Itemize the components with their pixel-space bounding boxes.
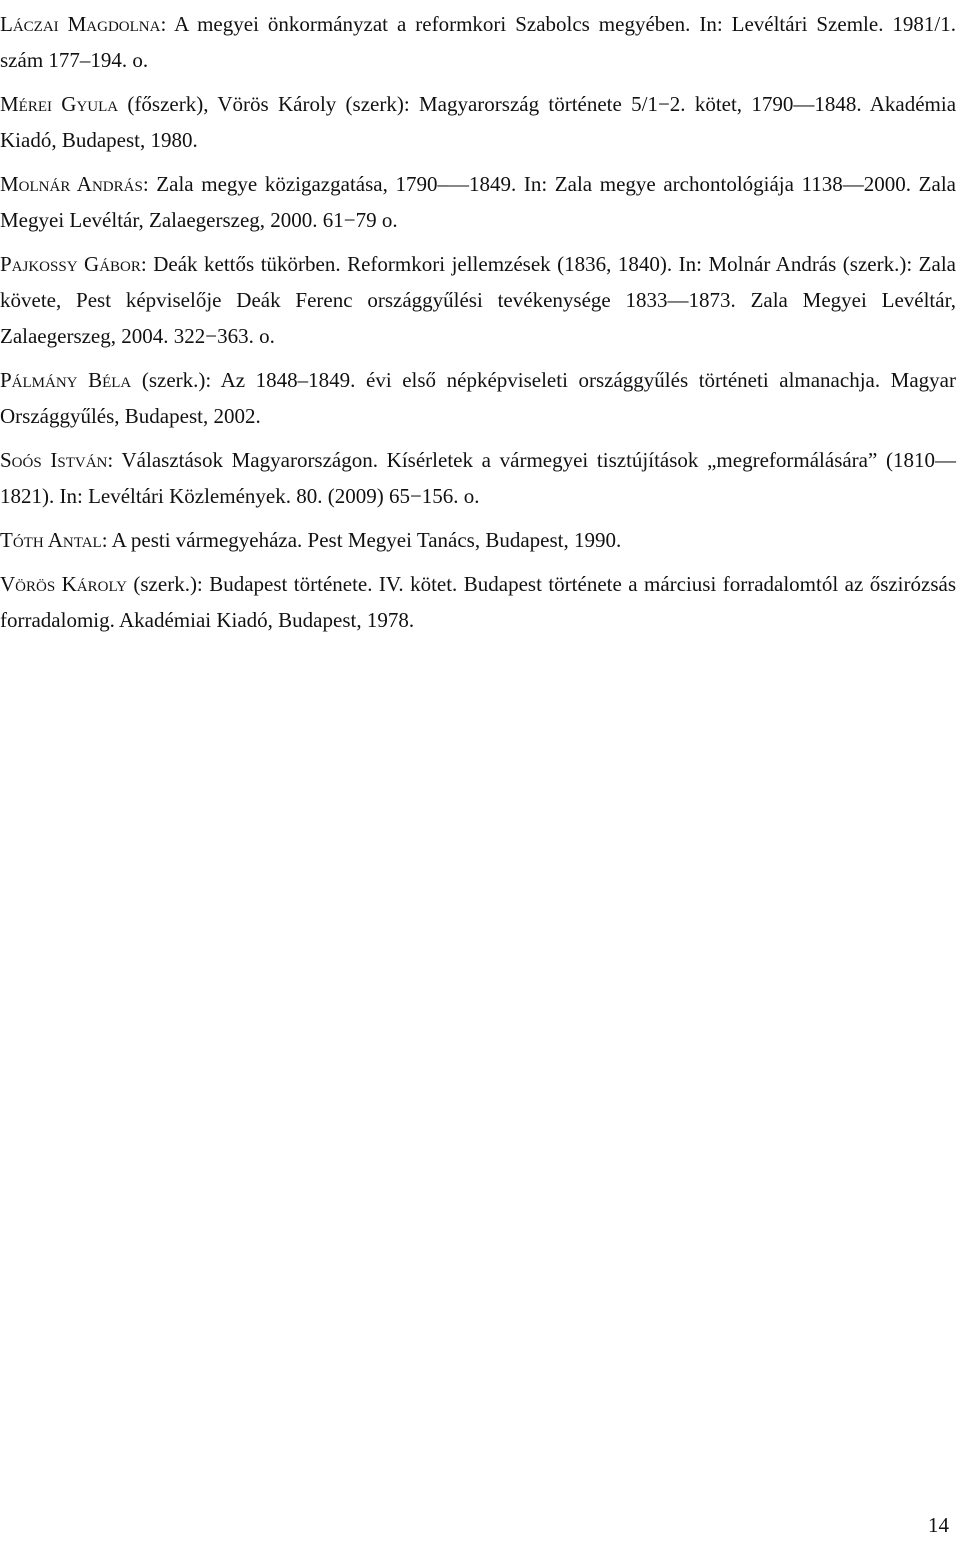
entry-author: Tóth Antal <box>0 528 102 552</box>
entry-author: Vörös Károly <box>0 572 127 596</box>
bibliography-entry <box>0 566 956 638</box>
bibliography-entry: Molnár András: Zala megye közigazgatása, 1790–—1849. In: Zala megye archontológiája 1138––2000. Zala Megyei Levéltár, Zalaegerszeg, 2000. 61−79 o. <box>0 172 956 232</box>
bibliography-entry: Soós István: Választások Magyarországon. Kísérletek a vármegyei tisztújítások „megreformálására” (1810––1821). In: Levéltári Közlemények. 80. (2009) 65−156. o. <box>0 448 956 508</box>
bibliography-entry: Pajkossy Gábor: Deák kettős tükörben. Reformkori jellemzések (1836, 1840). In: Molnár András (szerk.): Zala követe, Pest képviselője Deák Ferenc országgyűlési tevékenysége 1833––1873. Zala Megyei Levéltár, Zalaegerszeg, 2004. 322−363. o. <box>0 252 956 348</box>
entry-text: A pesti vármegyeháza. Pest Megyei Tanács, Budapest, 1990. <box>111 528 622 552</box>
entry-text: Zala megye közigazgatása, 1790–—1849. In: Zala megye archontológiája 1138––2000. Zala Megyei Levéltár, Zalaegerszeg, 2000. 61−79 o. <box>0 172 956 232</box>
bibliography-entry <box>0 86 956 158</box>
bibliography-list <box>0 6 956 646</box>
entry-author: Molnár András <box>0 172 143 196</box>
entry-author: Pálmány Béla <box>0 368 132 392</box>
entry-text: Deák kettős tükörben. Reformkori jellemzések (1836, 1840). In: Molnár András (szerk.): Zala követe, Pest képviselője Deák Ferenc országgyűlési tevékenysége 1833––1873. Zala Megyei Levéltár, Zalaegerszeg, 2004. 322−363. o. <box>0 252 956 348</box>
bibliography-entry <box>0 362 956 434</box>
bibliography-entry: Láczai Magdolna: A megyei önkormányzat a reformkori Szabolcs megyében. In: Levéltári Szemle. 1981/1. szám 177–194. o. <box>0 12 956 72</box>
entry-author: Soós István <box>0 448 108 472</box>
entry-text: (szerk.): Budapest története. IV. kötet. Budapest története a márciusi forradalomtól az őszirózsás forradalomig. Akadémiai Kiadó, Budapest, 1978. <box>0 572 957 632</box>
page-number: 14 <box>928 1513 949 1537</box>
entry-author: Pajkossy Gábor <box>0 252 141 276</box>
entry-text: A megyei önkormányzat a reformkori Szabolcs megyében. In: Levéltári Szemle. 1981/1. szám 177–194. o. <box>0 12 956 72</box>
entry-text: (szerk.): Az 1848–1849. évi első népképviseleti országgyűlés történeti almanachja. Magyar Országgyűlés, Budapest, 2002. <box>0 368 956 428</box>
entry-author: Láczai Magdolna <box>0 12 161 36</box>
entry-text: Választások Magyarországon. Kísérletek a vármegyei tisztújítások „megreformálására” (1810––1821). In: Levéltári Közlemények. 80. (2009) 65−156. o. <box>0 448 956 508</box>
entry-text: (főszerk), Vörös Károly (szerk): Magyarország története 5/1−2. kötet, 1790––1848. Akadémia Kiadó, Budapest, 1980. <box>0 92 957 152</box>
entry-author: Mérei Gyula <box>0 92 119 116</box>
bibliography-entry: Tóth Antal: A pesti vármegyeháza. Pest Megyei Tanács, Budapest, 1990. <box>0 528 622 552</box>
